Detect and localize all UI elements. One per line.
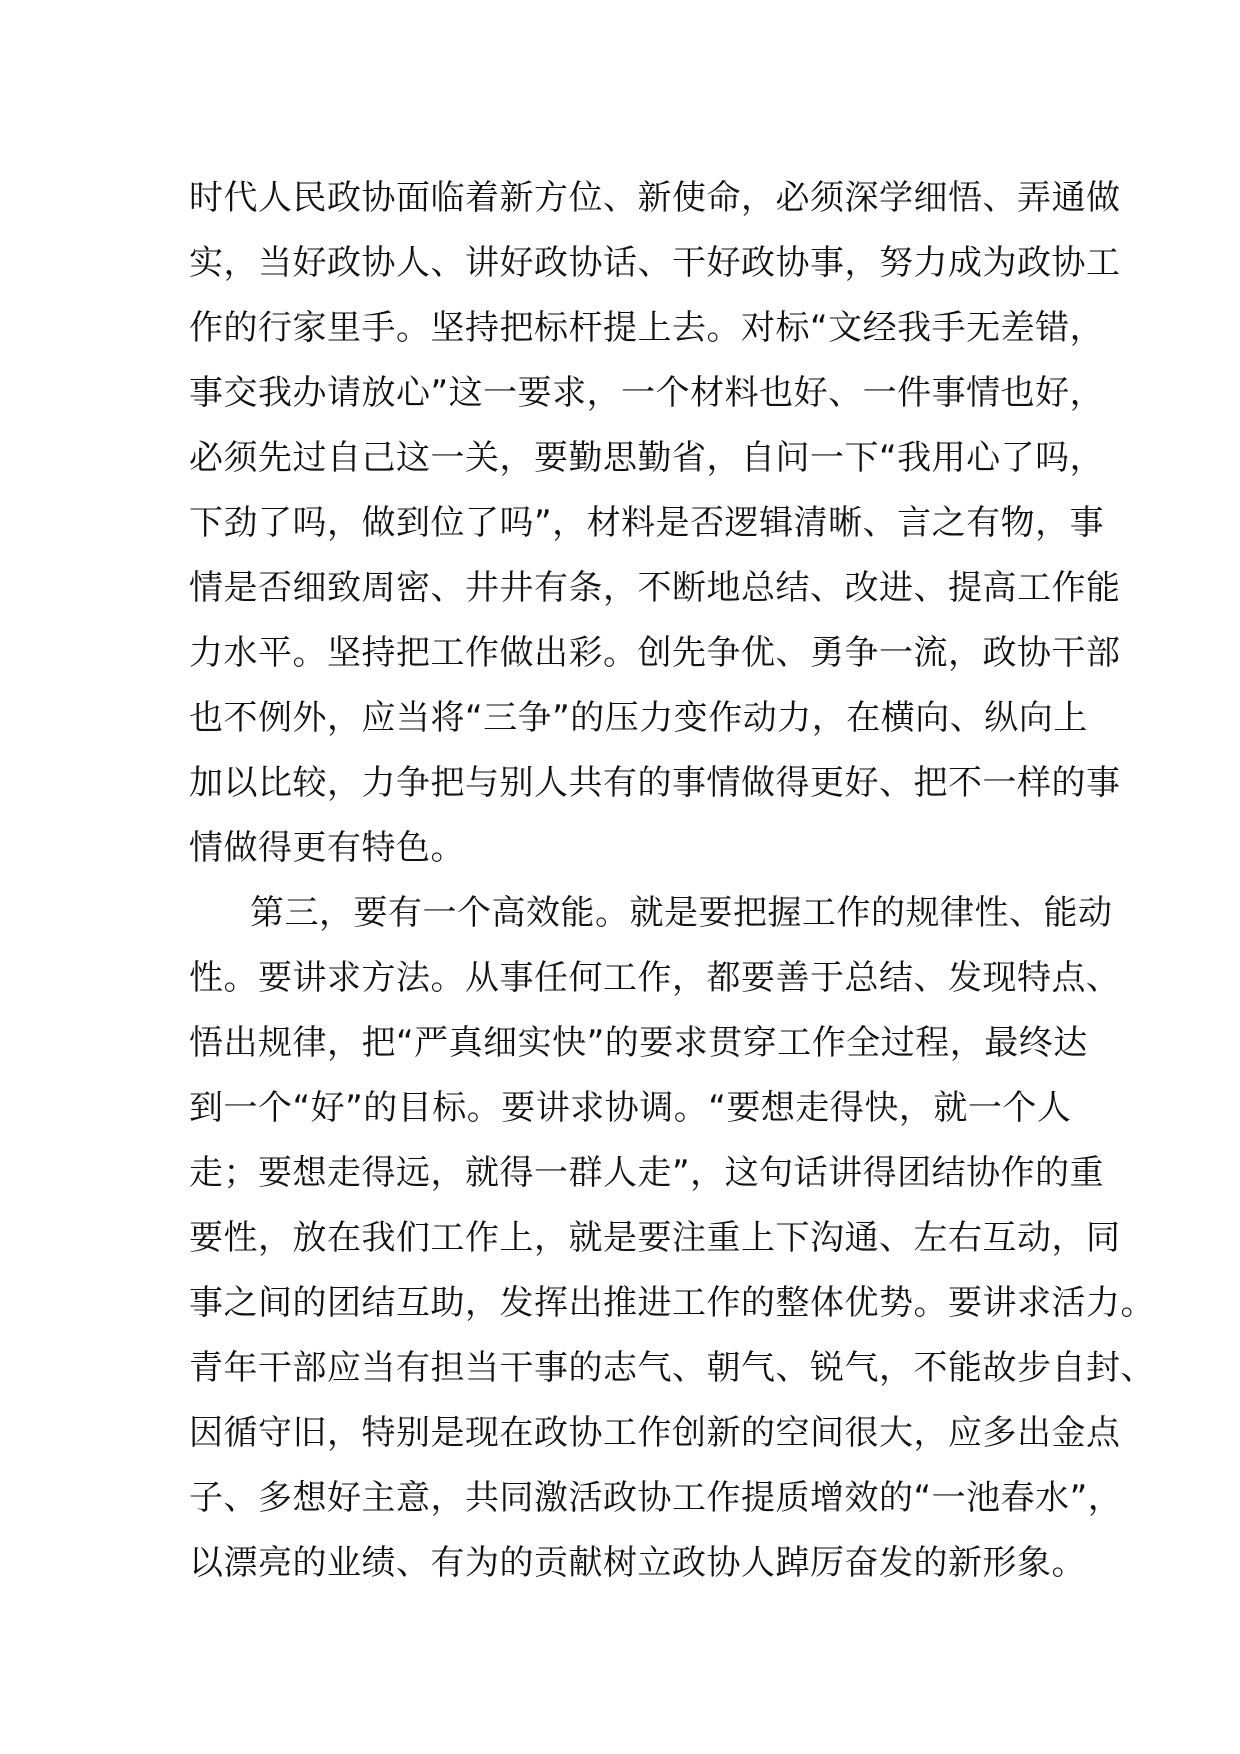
text-line: 也不例外，应当将“三争”的压力变作动力，在横向、纵向上 — [189, 698, 1088, 738]
text-line: 加以比较，力争把与别人共有的事情做得更好、把不一样的事 — [189, 763, 1121, 803]
text-line: 因循守旧，特别是现在政协工作创新的空间很大，应多出金点 — [189, 1413, 1121, 1453]
text-line: 事交我办请放心”这一要求，一个材料也好、一件事情也好， — [189, 373, 1105, 413]
text-line: 性。要讲求方法。从事任何工作，都要善于总结、发现特点、 — [189, 958, 1121, 998]
text-line: 力水平。坚持把工作做出彩。创先争优、勇争一流，政协干部 — [189, 633, 1121, 673]
text-line: 情是否细致周密、井井有条，不断地总结、改进、提高工作能 — [189, 568, 1121, 608]
text-line: 事之间的团结互助，发挥出推进工作的整体优势。要讲求活力。 — [189, 1283, 1155, 1323]
text-line: 必须先过自己这一关，要勤思勤省，自问一下“我用心了吗， — [189, 438, 1105, 478]
text-line: 作的行家里手。坚持把标杆提上去。对标“文经我手无差错， — [189, 308, 1105, 348]
text-line: 以漂亮的业绩、有为的贡献树立政协人踔厉奋发的新形象。 — [189, 1543, 1086, 1583]
text-line: 走；要想走得远，就得一群人走”，这句话讲得团结协作的重 — [189, 1153, 1105, 1193]
text-line: 实，当好政协人、讲好政协话、干好政协事，努力成为政协工 — [189, 243, 1121, 283]
text-line: 子、多想好主意，共同激活政协工作提质增效的“一池春水”， — [189, 1478, 1123, 1518]
paragraph-first-line: 第三，要有一个高效能。就是要把握工作的规律性、能动 — [250, 893, 1113, 933]
text-line: 青年干部应当有担当干事的志气、朝气、锐气，不能故步自封、 — [189, 1348, 1155, 1388]
document-body — [189, 166, 1155, 1596]
text-line: 时代人民政协面临着新方位、新使命，必须深学细悟、弄通做 — [189, 178, 1121, 218]
text-line: 情做得更有特色。 — [189, 828, 465, 868]
text-line: 悟出规律，把“严真细实快”的要求贯穿工作全过程，最终达 — [189, 1023, 1088, 1063]
text-line: 下劲了吗，做到位了吗”，材料是否逻辑清晰、言之有物，事 — [189, 503, 1105, 543]
text-line: 到一个“好”的目标。要讲求协调。“要想走得快，就一个人 — [189, 1088, 1072, 1128]
text-line: 要性，放在我们工作上，就是要注重上下沟通、左右互动，同 — [189, 1218, 1121, 1258]
